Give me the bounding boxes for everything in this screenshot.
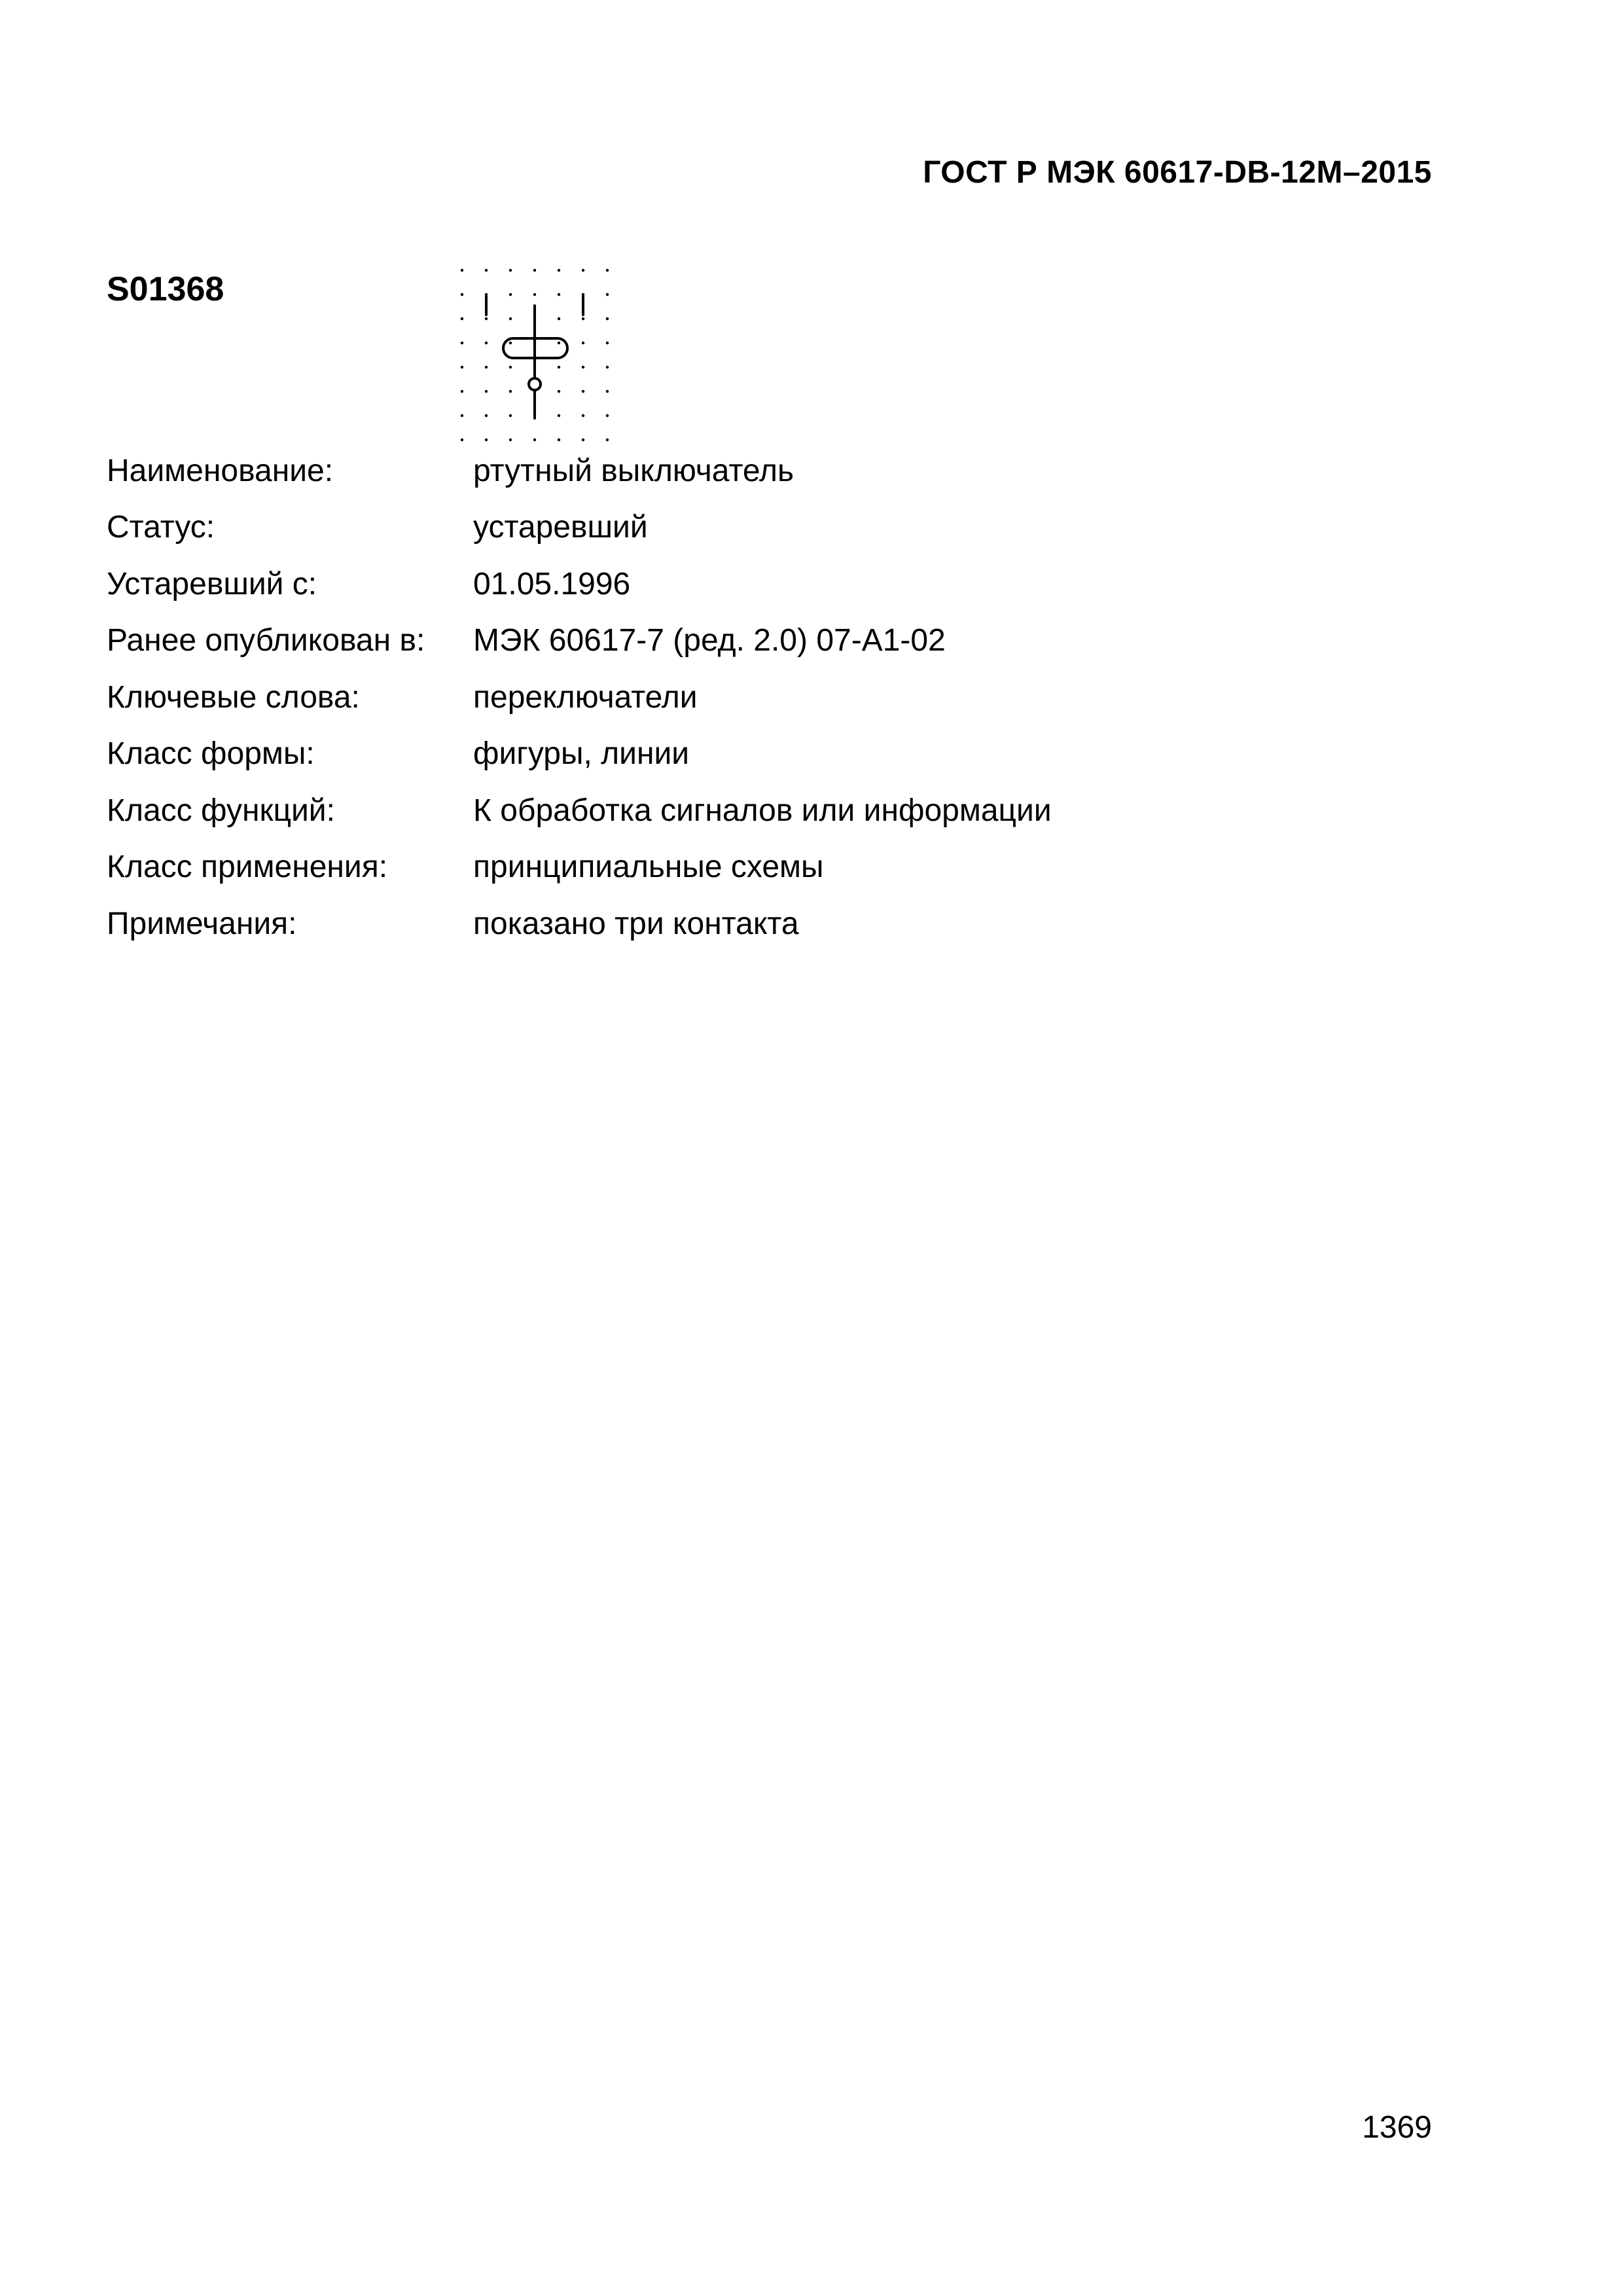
property-label: Статус:: [107, 510, 215, 545]
property-label: Класс функций:: [107, 793, 335, 828]
property-label: Ранее опубликован в:: [107, 623, 425, 658]
symbol-id: S01368: [107, 270, 224, 308]
property-value: К обработка сигналов или информации: [473, 793, 1052, 828]
property-row: [107, 499, 1052, 556]
property-row: [107, 895, 1052, 952]
property-value: фигуры, линии: [473, 736, 690, 772]
property-row: [107, 613, 1052, 670]
property-row: [107, 726, 1052, 783]
property-row: [107, 556, 1052, 613]
property-row: [107, 442, 1052, 499]
property-label: Класс формы:: [107, 736, 315, 772]
page-number: 1369: [1362, 2110, 1432, 2145]
property-label: Устаревший с:: [107, 566, 317, 601]
property-value: 01.05.1996: [473, 566, 631, 601]
property-value: ртутный выключатель: [473, 453, 794, 488]
property-row: [107, 782, 1052, 839]
property-row: [107, 669, 1052, 726]
mercury-switch-symbol-icon: [452, 265, 622, 445]
property-value: МЭК 60617-7 (ред. 2.0) 07-A1-02: [473, 623, 946, 658]
property-value: принципиальные схемы: [473, 850, 824, 885]
property-label: Класс применения:: [107, 850, 388, 885]
property-label: Наименование:: [107, 453, 334, 488]
property-value: переключатели: [473, 679, 698, 715]
standard-header: ГОСТ Р МЭК 60617-DB-12M–2015: [923, 155, 1432, 190]
property-label: Примечания:: [107, 906, 297, 941]
property-value: показано три контакта: [473, 906, 799, 941]
property-row: [107, 839, 1052, 896]
property-value: устаревший: [473, 510, 648, 545]
properties-list: [107, 442, 1052, 952]
property-label: Ключевые слова:: [107, 679, 360, 715]
